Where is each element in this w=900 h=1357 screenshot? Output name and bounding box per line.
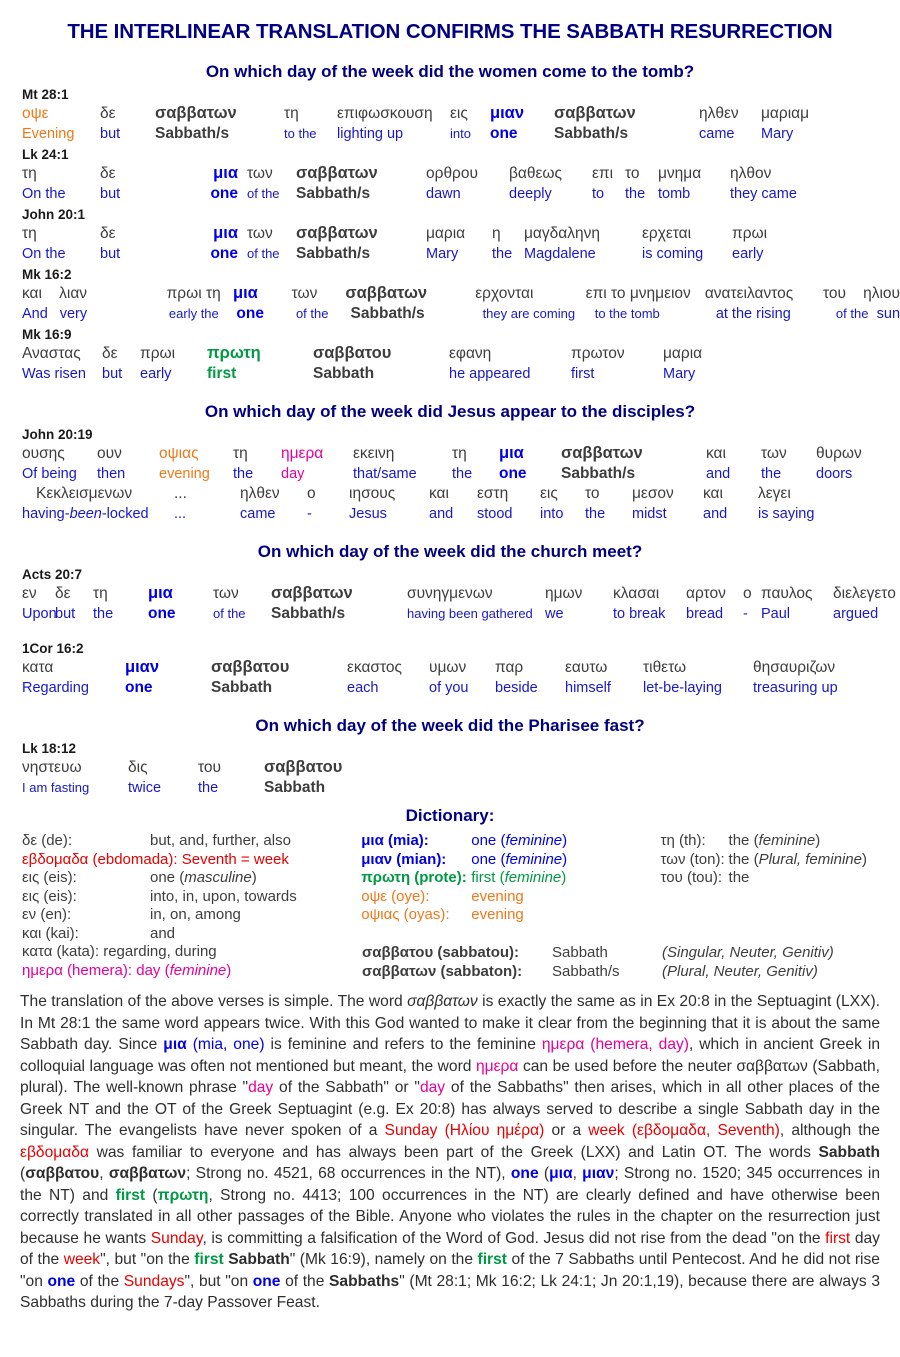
greek-word: το xyxy=(625,165,640,182)
english-word: midst xyxy=(632,506,667,522)
english-word: they are coming xyxy=(482,306,576,321)
english-word: and xyxy=(429,506,454,522)
greek-word: και xyxy=(703,485,723,502)
greek-word: των xyxy=(213,585,239,602)
greek-word: δε xyxy=(100,105,116,122)
dict-term: εβδομαδα (ebdomada): Seventh = week xyxy=(22,850,289,868)
explanatory-paragraph: The translation of the above verses is simple. The word σαββατων is exactly the same as in Ex 20:8 in the Septuagint (LXX). In Mt 28:1 the same word appears twice. With this God wanted to make it clear from the beginning that it is about the same Sabbath day. Since μια (mia, one) is feminine and refers to the feminine ημερα (hemera, day), which in ancient Greek in colloquial language was often not mentioned but meant, the word ημερα can be used before the neuter σαββατων (Sabbath, plural). The well-known phrase "day of the Sabbath" or "day of the Sabbaths" then arises, which in all other places of the Greek NT and the OT of the Greek Septuagint (e.g. Ex 20:8) has always served to describe a single Sabbath day in the singular. The evangelists have never spoken of a Sunday (Ηλίου ημέρα) or a week (εβδομαδα, Seventh), although the εβδομαδα was familiar to everyone and has always been part of the Greek (LXX) and Latin OT. The words Sabbath (σαββατου, σαββατων; Strong no. 4521, 68 occurrences in the NT), one (μια, μιαν; Strong no. 1520; 345 occurrences in the NT) and first (πρωτη, Strong no. 4413; 100 occurrences in the NT) are clearly defined and have otherwise been correctly translated in all other passages of the Bible. Anyone who violates the rules in the chapter on the resurrection just because he wants Sunday, is committing a falsification of the Word of God. Jesus did not rise from the dead "on the first day of the week", but "on the first Sabbath" (Mk 16:9), namely on the first of the 7 Sabbaths until Pentecost. And he did not rise "on one of the Sundays", but "on one of the Sabbaths" (Mt 28:1; Mk 16:2; Lk 24:1; Jn 20:1,19), because there are always 3 Sabbaths during the 7-day Passover Feast. xyxy=(20,993,881,1311)
english-word: Sabbath/s xyxy=(561,465,636,482)
greek-word: επιφωσκουση xyxy=(337,105,433,122)
greek-word: υμων xyxy=(429,659,467,676)
greek-word: εαυτω xyxy=(565,659,608,676)
english-word: doors xyxy=(816,466,853,482)
greek-word: παρ xyxy=(495,659,524,676)
dict-term: σαββατου (sabbatou): xyxy=(362,944,520,961)
english-word: Paul xyxy=(761,606,791,622)
english-word: the xyxy=(233,466,254,482)
greek-word: των xyxy=(247,165,273,182)
dict-sense: evening xyxy=(471,906,524,923)
english-word: the xyxy=(93,606,114,622)
dict-term: μια (mia): xyxy=(361,832,429,849)
english-word: the xyxy=(625,186,646,202)
greek-word: ερχονται xyxy=(475,285,534,302)
greek-word: το xyxy=(585,485,600,502)
greek-word: πρωι xyxy=(140,345,176,362)
verse-ref: Acts 20:7 xyxy=(22,567,83,582)
english-word: I am fasting xyxy=(22,780,90,795)
greek-row xyxy=(22,163,900,184)
dictionary-entry xyxy=(361,832,660,851)
greek-word: νηστευω xyxy=(22,759,82,776)
greek-word: συνηγμενων xyxy=(407,585,493,602)
section-question-3: On which day of the week did the church meet? xyxy=(257,542,643,561)
dictionary-entry xyxy=(22,888,361,907)
english-word: he appeared xyxy=(449,366,531,382)
greek-word: δις xyxy=(128,759,148,776)
greek-row xyxy=(22,657,900,678)
greek-word: πρωτη xyxy=(207,344,261,362)
english-word: first xyxy=(207,365,237,382)
english-word: having been gathered xyxy=(407,606,533,621)
section-question-2: On which day of the week did Jesus appear to the disciples? xyxy=(204,402,696,421)
dictionary-entry xyxy=(22,906,361,925)
dict-term: εις (eis): xyxy=(22,887,77,905)
english-word: Magdalene xyxy=(524,246,596,262)
greek-word: μιαν xyxy=(125,658,159,676)
english-word: one xyxy=(499,465,527,482)
dictionary-entry xyxy=(362,963,900,982)
greek-word: ερχεται xyxy=(642,225,692,242)
english-word: dawn xyxy=(426,186,461,202)
english-row xyxy=(22,678,900,698)
english-word: of the xyxy=(247,186,280,201)
english-word: one xyxy=(490,125,518,142)
greek-word: ουν xyxy=(97,445,122,462)
english-word: Of being xyxy=(22,466,77,482)
dictionary-heading: Dictionary: xyxy=(405,806,495,825)
greek-word: τη xyxy=(284,105,299,122)
dict-term: εις (eis): xyxy=(22,869,77,886)
english-word: lighting up xyxy=(337,126,404,142)
greek-word: μια xyxy=(148,584,173,602)
english-word: Mary xyxy=(663,366,696,382)
dictionary-entry xyxy=(661,832,900,851)
greek-word: πρωτον xyxy=(571,345,625,362)
english-word: argued xyxy=(833,606,879,622)
english-word: one xyxy=(125,679,153,696)
greek-word: μια xyxy=(499,444,524,462)
english-word: but xyxy=(100,126,121,142)
greek-word: ... xyxy=(174,485,187,502)
page-title: THE INTERLINEAR TRANSLATION CONFIRMS THE SABBATH RESURRECTION xyxy=(67,20,833,43)
greek-word: εις xyxy=(450,105,468,122)
dict-term: δε (de): xyxy=(22,832,73,849)
dictionary-entry xyxy=(22,925,361,944)
dictionary-entry xyxy=(361,906,660,925)
dict-term: ημερα (hemera): day (feminine) xyxy=(22,961,232,979)
english-word: Regarding xyxy=(22,680,89,696)
greek-word: σαββατου xyxy=(313,344,392,362)
english-word: into xyxy=(450,126,471,141)
greek-word: μια xyxy=(213,224,238,242)
greek-row xyxy=(22,223,900,244)
english-word: very xyxy=(59,306,88,322)
english-word: early the xyxy=(168,306,219,321)
english-word: Evening xyxy=(22,126,75,142)
english-word: And xyxy=(22,306,48,322)
greek-word: σαββατου xyxy=(211,658,290,676)
greek-word: εστη xyxy=(477,485,509,502)
dict-term: μιαν (mian): xyxy=(361,850,447,868)
greek-word: δε xyxy=(55,585,71,602)
greek-word: Αναστας xyxy=(22,345,81,362)
greek-word: σαββατων xyxy=(345,284,428,302)
greek-word: σαββατων xyxy=(155,104,237,122)
english-word: came xyxy=(699,126,735,142)
greek-row xyxy=(22,583,900,604)
english-word: each xyxy=(347,680,379,696)
dictionary-entry xyxy=(22,832,361,851)
verse-block-lk-18-12 xyxy=(22,740,900,798)
dict-sense: Sabbath xyxy=(552,944,608,961)
greek-word: επι xyxy=(592,165,614,182)
greek-word: πρωι τη xyxy=(166,285,221,302)
dictionary-entry xyxy=(22,869,361,888)
english-word: Sabbath/s xyxy=(554,125,629,142)
english-word: ... xyxy=(174,506,187,522)
english-word: Mary xyxy=(761,126,794,142)
dict-sense: Sabbath/s xyxy=(552,962,620,980)
english-word: sun xyxy=(876,306,900,322)
greek-word: μαρια xyxy=(426,225,466,242)
english-word: evening xyxy=(159,466,210,482)
dict-term: των (ton): xyxy=(660,850,725,868)
english-word: but xyxy=(100,246,121,262)
english-word: of you xyxy=(429,680,469,696)
verse-block-acts-20-7 xyxy=(22,566,900,624)
english-word: Sabbath/s xyxy=(296,245,371,262)
section-question-4: On which day of the week did the Pharisee fast? xyxy=(255,716,645,735)
english-word: - xyxy=(307,506,312,522)
greek-word: και xyxy=(22,285,42,302)
english-word: is coming xyxy=(642,246,704,262)
english-word: to the tomb xyxy=(594,306,660,321)
english-word: one xyxy=(148,605,176,622)
greek-word: σαββατων xyxy=(296,224,378,242)
greek-word: ιησους xyxy=(349,485,396,502)
english-word: that/same xyxy=(353,466,417,482)
greek-word: μνημα xyxy=(658,165,702,182)
greek-word: οψε xyxy=(22,105,49,122)
dict-term: σαββατων (sabbaton): xyxy=(362,962,523,980)
greek-row xyxy=(22,757,900,778)
english-word: one xyxy=(210,185,238,202)
english-word: the xyxy=(585,506,606,522)
greek-word: μεσον xyxy=(632,485,674,502)
greek-word: τη xyxy=(233,445,248,462)
greek-word: εφανη xyxy=(449,345,492,362)
greek-word: ηλθεν xyxy=(699,105,739,122)
dictionary-entry xyxy=(361,851,660,870)
english-word: treasuring up xyxy=(753,680,838,696)
greek-word: ηλθον xyxy=(730,165,772,182)
greek-word: σαββατων xyxy=(296,164,378,182)
greek-word: ημερα xyxy=(281,445,324,462)
english-word: into xyxy=(540,506,564,522)
dictionary-entry xyxy=(661,851,900,870)
greek-row xyxy=(22,343,900,364)
dictionary-entry xyxy=(362,944,900,963)
english-word: let-be-laying xyxy=(643,680,722,696)
dictionary-entry xyxy=(22,851,361,870)
greek-word: μιαν xyxy=(490,104,524,122)
english-word: Sabbath/s xyxy=(296,185,371,202)
english-row xyxy=(22,778,900,798)
english-word: and xyxy=(706,466,731,482)
english-word: Sabbath/s xyxy=(271,605,346,622)
english-word: Upon xyxy=(22,606,57,622)
english-row xyxy=(22,124,900,144)
english-word: On the xyxy=(22,186,66,202)
verse-ref: Lk 18:12 xyxy=(22,741,77,756)
english-word: but xyxy=(102,366,123,382)
greek-word: θυρων xyxy=(816,445,862,462)
greek-word: παυλος xyxy=(761,585,813,602)
greek-word: διελεγετο xyxy=(833,585,896,602)
english-word: himself xyxy=(565,680,611,696)
greek-word: βαθεως xyxy=(509,165,562,182)
english-word: Jesus xyxy=(349,506,387,522)
english-word: On the xyxy=(22,246,66,262)
english-word: deeply xyxy=(509,186,552,202)
verse-ref: Mk 16:2 xyxy=(22,267,72,282)
greek-word: σαββατων xyxy=(554,104,636,122)
dictionary-entry xyxy=(661,869,900,888)
english-word: came xyxy=(240,506,276,522)
greek-row xyxy=(22,484,900,504)
verse-block-mt-28-1 xyxy=(22,86,900,144)
greek-word: των xyxy=(291,285,318,302)
greek-word: δε xyxy=(100,165,116,182)
verse-ref: John 20:19 xyxy=(22,427,93,442)
greek-word: πρωι xyxy=(732,225,768,242)
greek-word: κλασαι xyxy=(613,585,660,602)
greek-word: τη xyxy=(22,165,37,182)
english-word: tomb xyxy=(658,186,691,202)
dictionary-entry xyxy=(361,888,660,907)
greek-word: Κεκλεισμενων xyxy=(36,485,133,502)
english-word: bread xyxy=(686,606,724,622)
greek-word: ο xyxy=(307,485,316,502)
greek-word: ηλιου xyxy=(863,285,900,302)
greek-word: εκεινη xyxy=(353,445,395,462)
greek-word: μια xyxy=(233,284,258,302)
greek-word: ανατειλαντος xyxy=(704,285,794,302)
english-word: they came xyxy=(730,186,797,202)
english-word: stood xyxy=(477,506,513,522)
dict-sense: the (feminine) xyxy=(728,832,821,849)
greek-word: εκαστος xyxy=(347,659,402,676)
english-word: the xyxy=(761,466,782,482)
english-word: Sabbath xyxy=(313,365,375,382)
dict-note: (Plural, Neuter, Genitiv) xyxy=(662,962,818,980)
english-word: and xyxy=(703,506,728,522)
dict-sense: one (masculine) xyxy=(150,869,257,886)
english-word: but xyxy=(100,186,121,202)
verse-block-john-20-1 xyxy=(22,206,900,264)
greek-word: των xyxy=(247,225,273,242)
greek-word: οψιας xyxy=(159,445,199,462)
greek-word: τιθετω xyxy=(643,659,687,676)
dictionary-entry xyxy=(361,869,660,888)
greek-word: εις xyxy=(540,485,558,502)
english-word: day xyxy=(281,466,305,482)
greek-word: μαγδαληνη xyxy=(524,225,600,242)
greek-word: εν xyxy=(22,585,37,602)
english-word: beside xyxy=(495,680,538,696)
english-row xyxy=(22,244,900,264)
dict-term: κατα (kata): regarding, during xyxy=(22,943,217,960)
english-word: twice xyxy=(128,780,162,796)
english-row xyxy=(22,464,900,484)
greek-word: και xyxy=(429,485,449,502)
english-word: one xyxy=(236,305,264,322)
greek-word: επι το μνημειον xyxy=(585,285,691,302)
verse-ref: John 20:1 xyxy=(22,207,86,222)
verse-block-john-20-19 xyxy=(22,426,900,524)
english-row xyxy=(22,604,900,624)
english-word: then xyxy=(97,466,126,482)
greek-word: ημων xyxy=(545,585,583,602)
dictionary xyxy=(22,832,900,981)
verse-ref: 1Cor 16:2 xyxy=(22,641,84,656)
dict-sense: one (feminine) xyxy=(471,850,568,868)
english-word: to the xyxy=(284,126,317,141)
dict-sense: and xyxy=(150,924,176,942)
greek-row xyxy=(22,283,900,304)
english-word: first xyxy=(571,366,595,382)
verse-block-mk-16-2 xyxy=(22,266,900,324)
greek-word: των xyxy=(761,445,787,462)
greek-word: λιαν xyxy=(59,285,88,302)
dict-sense: but, and, further, also xyxy=(150,832,291,849)
greek-word: αρτον xyxy=(686,585,726,602)
english-row xyxy=(22,304,900,324)
english-word: Mary xyxy=(426,246,459,262)
english-word: one xyxy=(210,245,238,262)
dict-sense: one (feminine) xyxy=(471,832,568,849)
greek-row xyxy=(22,443,900,464)
greek-word: ο xyxy=(743,585,752,602)
english-word: of the xyxy=(295,306,329,321)
greek-row xyxy=(22,103,900,124)
verse-ref: Lk 24:1 xyxy=(22,147,69,162)
greek-word: σαββατων xyxy=(271,584,353,602)
greek-word: η xyxy=(492,225,501,242)
greek-word: λεγει xyxy=(758,485,791,502)
greek-word: και xyxy=(706,445,726,462)
english-word: early xyxy=(732,246,764,262)
english-word: having-been-locked xyxy=(22,506,149,522)
english-word: early xyxy=(140,366,172,382)
english-word: Was risen xyxy=(22,366,86,382)
english-word: the xyxy=(198,780,219,796)
english-word: Sabbath/s xyxy=(155,125,230,142)
dict-sense: the xyxy=(728,869,750,886)
greek-word: τη xyxy=(452,445,467,462)
dict-term: οψιας (oyas): xyxy=(361,906,450,923)
english-word: of the xyxy=(213,606,246,621)
greek-word: μαρια xyxy=(663,345,703,362)
dict-sense: into, in, upon, towards xyxy=(150,887,297,905)
english-word: the xyxy=(452,466,473,482)
dict-term: και (kai): xyxy=(22,924,79,942)
english-word: at the rising xyxy=(715,306,791,322)
english-word: Sabbath/s xyxy=(350,305,425,322)
greek-word: ορθρου xyxy=(426,165,478,182)
english-word: Sabbath xyxy=(264,779,326,796)
english-row xyxy=(22,504,900,524)
greek-word: ηλθεν xyxy=(240,485,280,502)
dict-note: (Singular, Neuter, Genitiv) xyxy=(662,944,834,961)
dictionary-sabbath-rows xyxy=(22,944,900,981)
english-word: is saying xyxy=(758,506,815,522)
dict-term: τη (th): xyxy=(660,832,706,849)
dict-term: εν (en): xyxy=(22,906,72,923)
english-word: to break xyxy=(613,606,666,622)
verse-block-mk-16-9 xyxy=(22,326,900,384)
greek-word: του xyxy=(823,285,847,302)
greek-word: του xyxy=(198,759,222,776)
english-word: of the xyxy=(835,306,869,321)
english-row xyxy=(22,184,900,204)
greek-word: δε xyxy=(102,345,118,362)
english-word: we xyxy=(545,606,564,622)
greek-word: τη xyxy=(93,585,108,602)
english-word: the xyxy=(492,246,513,262)
dict-sense: the (Plural, feminine) xyxy=(728,850,867,868)
dict-sense: first (feminine) xyxy=(471,869,567,886)
dict-term: του (tou): xyxy=(660,869,722,886)
greek-word: μια xyxy=(213,164,238,182)
dict-term: οψε (oye): xyxy=(361,887,430,905)
english-word: to xyxy=(592,186,605,202)
english-word: but xyxy=(55,606,76,622)
dict-sense: evening xyxy=(471,887,524,905)
verse-ref: Mt 28:1 xyxy=(22,87,69,102)
section-question-1: On which day of the week did the women come to the tomb? xyxy=(205,62,695,81)
dict-sense: in, on, among xyxy=(150,906,241,923)
greek-word: μαριαμ xyxy=(761,105,810,122)
english-word: of the xyxy=(247,246,280,261)
greek-word: σαββατων xyxy=(561,444,643,462)
verse-block-1cor-16-2 xyxy=(22,640,900,698)
verse-ref: Mk 16:9 xyxy=(22,327,72,342)
greek-word: ουσης xyxy=(22,445,65,462)
english-word: Sabbath xyxy=(211,679,273,696)
greek-word: κατα xyxy=(22,659,54,676)
english-row xyxy=(22,364,900,384)
english-word: - xyxy=(743,606,748,622)
verse-block-lk-24-1 xyxy=(22,146,900,204)
greek-word: θησαυριζων xyxy=(753,659,836,676)
greek-word: δε xyxy=(100,225,116,242)
greek-word: σαββατου xyxy=(264,758,343,776)
dict-term: πρωτη (prote): xyxy=(361,869,467,886)
greek-word: τη xyxy=(22,225,37,242)
